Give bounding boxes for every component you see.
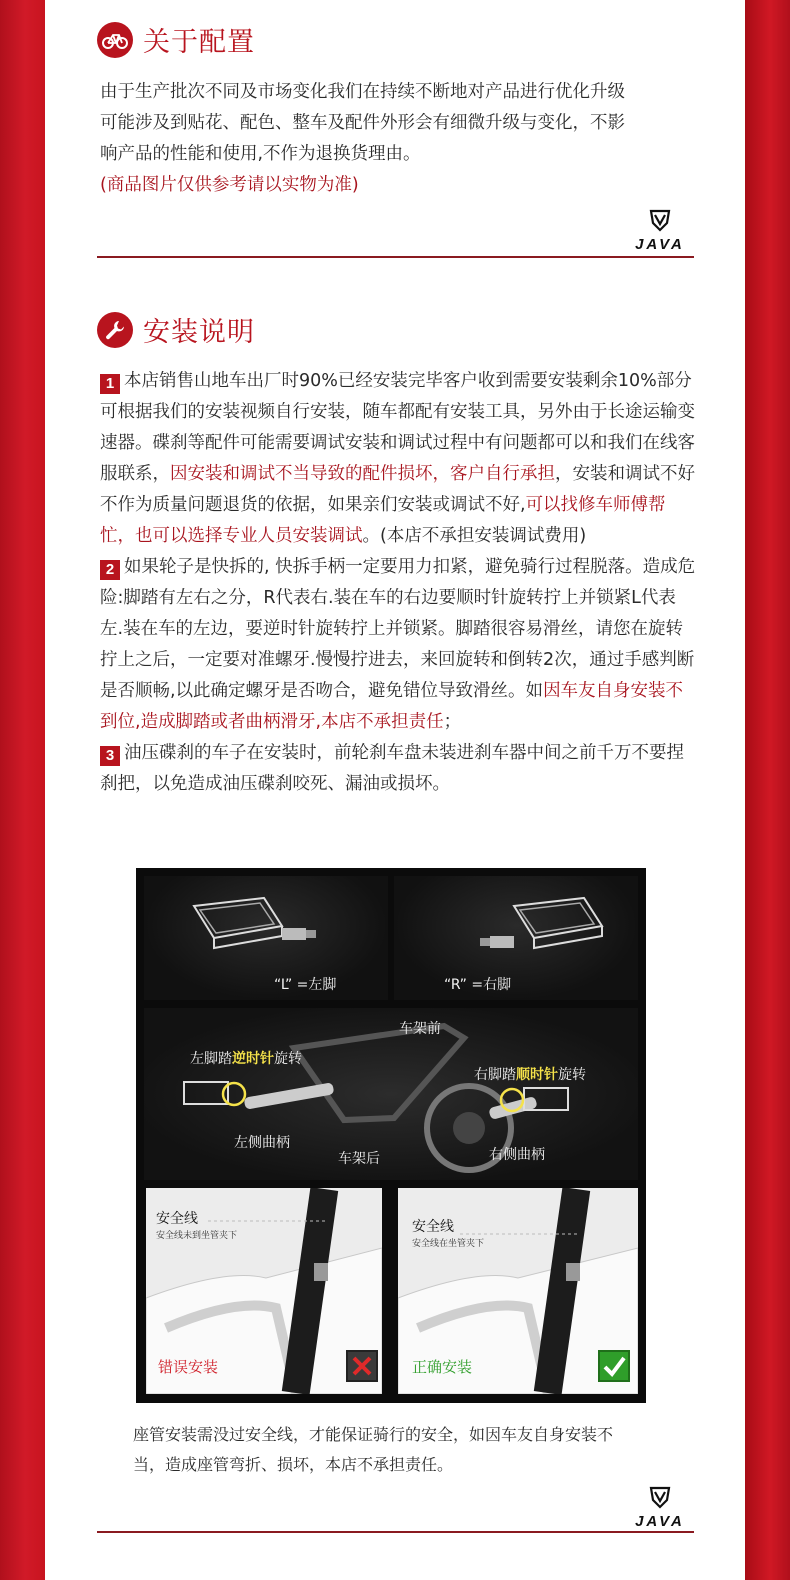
item1-text-b: ，安装和调试不好不作为质量问题退货的依据，如果亲们安装或调试不好, — [100, 464, 695, 515]
correct-install-tile — [398, 1188, 638, 1394]
correct-safety-line-title: 安全线 — [412, 1219, 454, 1235]
left-rotate-pre: 左脚踏 — [190, 1051, 232, 1067]
brand-wordmark: JAVA — [635, 236, 685, 253]
left-pedal-caption: “L” =左脚 — [274, 977, 337, 993]
config-line-2: 可能涉及到贴花、配色、整车及配件外形会有细微升级与变化，不影 — [100, 113, 625, 133]
crank-tile — [144, 1008, 638, 1180]
x-mark-icon — [346, 1350, 378, 1382]
right-rotate-pre: 右脚踏 — [474, 1067, 516, 1083]
config-line-3: 响产品的性能和使用,不作为退换货理由。 — [100, 144, 421, 164]
section-title-install: 安装说明 — [143, 317, 255, 348]
right-crank-label: 右侧曲柄 — [489, 1147, 545, 1163]
config-paragraph — [100, 77, 700, 201]
seatpost-note: 座管安装需没过安全线，才能保证骑行的安全，如因车友自身安装不当，造成座管弯折、损坏，本店不承担责任。 — [133, 1425, 614, 1474]
installation-figure — [136, 868, 646, 1403]
left-rotate-label — [190, 1048, 302, 1068]
item2-text-a: 如果轮子是快拆的, 快拆手柄一定要用力扣紧，避免骑行过程脱落。造成危险:脚踏有左右之分，R代表右.装在车的右边要顺时针旋转拧上并锁紧L代表左.装在车的左边，要逆时针旋转拧上并锁紧。脚踏很容易滑丝，请您在旋转拧上之后，一定要对准螺牙.慢慢拧进去，来回旋转和倒转2次，通过手感判断是否顺畅,以此确定螺牙是否吻合，避免错位导致滑丝。如 — [100, 557, 696, 701]
item-number-3: 3 — [100, 746, 120, 766]
shield-logo-icon — [648, 1485, 672, 1509]
left-pedal-tile — [144, 876, 388, 1000]
section-title-config: 关于配置 — [143, 27, 255, 58]
left-crank-label: 左侧曲柄 — [234, 1135, 290, 1151]
left-pedal-illustration — [144, 876, 388, 1000]
wrong-verdict: 错误安装 — [158, 1358, 219, 1376]
item2-red-a: 因车友自身安装不到位,造成脚踏或者曲柄滑牙,本店不承担责任 — [100, 681, 684, 732]
correct-verdict: 正确安装 — [412, 1358, 473, 1376]
item-number-1: 1 — [100, 374, 120, 394]
left-rotate-direction: 逆时针 — [232, 1051, 274, 1067]
section-header-install — [97, 310, 255, 349]
frame-rear-label: 车架后 — [338, 1151, 380, 1167]
item2-text-b: ； — [443, 712, 462, 732]
right-pedal-caption: “R” =右脚 — [444, 977, 512, 993]
frame-front-label: 车架前 — [399, 1021, 441, 1037]
check-mark-icon — [598, 1350, 630, 1382]
config-note: (商品图片仅供参考请以实物为准) — [100, 175, 359, 195]
item1-red-a: 因安装和调试不当导致的配件损坏，客户自行承担 — [170, 464, 555, 484]
divider-bottom — [97, 1531, 694, 1533]
item-number-2: 2 — [100, 560, 120, 580]
wrong-safety-line-title: 安全线 — [156, 1211, 198, 1227]
divider — [97, 256, 694, 258]
wrong-install-tile — [146, 1188, 382, 1394]
right-pedal-illustration — [394, 876, 638, 1000]
left-rotate-post: 旋转 — [274, 1051, 302, 1067]
brand-logo — [628, 208, 692, 256]
item1-red-b: 可以找修车师傅帮忙，也可以选择专业人员安装调试 — [100, 495, 666, 546]
brand-wordmark-bottom: JAVA — [635, 1513, 685, 1530]
config-line-1: 由于生产批次不同及市场变化我们在持续不断地对产品进行优化升级 — [100, 82, 625, 102]
install-paragraph — [100, 366, 696, 800]
wrench-icon — [97, 312, 133, 348]
crank-illustration — [144, 1008, 638, 1180]
right-pedal-tile — [394, 876, 638, 1000]
wrong-safety-line-sub: 安全线未到坐管夹下 — [156, 1231, 238, 1241]
right-rotate-direction: 顺时针 — [516, 1067, 558, 1083]
item3-text-a: 油压碟刹的车子在安装时，前轮刹车盘未装进刹车器中间之前千万不要捏刹把，以免造成油压碟刹咬死、漏油或损坏。 — [100, 743, 684, 794]
right-rotate-post: 旋转 — [558, 1067, 586, 1083]
item1-text-a: 本店销售山地车出厂时90%已经安装完毕客户收到需要安装剩余10%部分可根据我们的安装视频自行安装，随车都配有安装工具，另外由于长途运输变速器。碟刹等配件可能需要调试安装和调试过程中有问题都可以和我们在线客服联系， — [100, 371, 695, 484]
bicycle-icon — [97, 22, 133, 58]
install-item-1 — [100, 366, 696, 552]
shield-logo-icon — [648, 208, 672, 232]
correct-safety-line-sub: 安全线在坐管夹下 — [412, 1239, 485, 1249]
brand-logo-bottom — [628, 1485, 692, 1533]
install-item-2 — [100, 552, 696, 738]
item1-text-c: 。(本店不承担安装调试费用) — [362, 526, 587, 546]
install-item-3 — [100, 738, 696, 800]
right-rotate-label — [474, 1064, 586, 1084]
section-header-config — [97, 20, 255, 59]
